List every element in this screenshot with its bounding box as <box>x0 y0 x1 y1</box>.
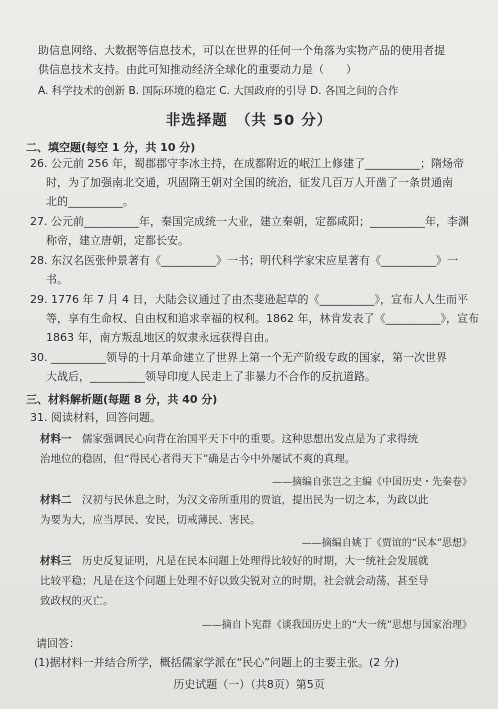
q26-line1: 26. 公元前 256 年，蜀郡郡守李冰主持，在成都附近的岷江上修建了__________；隋炀帝 <box>30 157 464 170</box>
material-3-line3: 致政权的灭亡。 <box>40 595 114 607</box>
material-3-text1: 历史反复证明，凡是在民本问题上处理得比较好的时期，大一统社会发展就 <box>71 555 429 567</box>
q28-line1: 28. 东汉名医张仲景著有《__________》一书；明代科学家宋应星著有《__________》一 <box>30 254 458 267</box>
answer-prompt: 请回答： <box>36 637 80 650</box>
part3-heading: 三、材料解析题(每题 8 分，共 40 分) <box>26 393 218 406</box>
material-2-label: 材料二 <box>40 494 72 506</box>
material-2-line2: 为要为大，应当厚民、安民，切戒薄民、害民。 <box>40 514 261 526</box>
q29-line3: 1863 年，南方叛乱地区的奴隶永远获得自由。 <box>46 331 276 344</box>
material-3-line2: 比较平稳；凡是在这个问题上处理不好以致尖锐对立的时期，社会就会动荡，甚至导 <box>40 575 429 587</box>
q27-line2: 称帝，建立唐朝，定都长安。 <box>46 234 189 247</box>
q30-line1: 30. __________领导的十月革命建立了世界上第一个无产阶级专政的国家，第一次世界 <box>30 351 447 364</box>
q30-line2: 大战后，__________领导印度人民走上了非暴力不合作的反抗道路。 <box>46 370 376 383</box>
q26-line3: 北的__________。 <box>46 195 134 208</box>
q28-line2: 书。 <box>46 273 68 286</box>
material-1-line1 <box>40 432 494 446</box>
material-3-source: ——摘自卜宪群《谈我国历史上的“大一统”思想与国家治理》 <box>201 620 472 631</box>
q26-line2: 时，为了加强南北交通，巩固隋王朝对全国的统治，征发几百万人开凿了一条贯通南 <box>46 176 453 189</box>
material-1-line2: 治地位的稳固，但“得民心者得天下”确是古今中外屡试不爽的真理。 <box>40 453 356 465</box>
material-1-source: ——摘编自张岂之主编《中国历史・先秦卷》 <box>272 477 472 488</box>
q31-intro: 31. 阅读材料，回答问题。 <box>30 411 161 424</box>
q27-line1: 27. 公元前__________年，秦国完成统一大业，建立秦朝，定都咸阳；__________年，李渊 <box>30 215 469 228</box>
page-footer: 历史试题（一）（共8页）第5页 <box>173 678 325 691</box>
q20-line1: 助信息网络、大数据等信息技术，可以在世界的任何一个角落为实物产品的使用者提 <box>38 44 445 57</box>
q20-options: A. 科学技术的创新 B. 国际环境的稳定 C. 大国政府的引导 D. 各国之间的合作 <box>38 85 399 97</box>
q29-line2: 等，享有生命权、自由权和追求幸福的权利。1862 年，林肯发表了《__________》，宣布 <box>46 312 479 325</box>
material-3-label: 材料三 <box>40 555 72 567</box>
material-1-label: 材料一 <box>40 433 72 445</box>
q29-line1: 29. 1776 年 7 月 4 日，大陆会议通过了由杰斐逊起草的《__________》，宣布人人生而平 <box>30 293 468 306</box>
material-2-line1 <box>40 493 494 507</box>
part2-heading: 二、填空题(每空 1 分，共 10 分) <box>26 141 196 154</box>
material-2-text1: 汉初与民休息之时，为汉文帝所重用的贾谊，提出民为一切之本，为政以此 <box>71 494 429 506</box>
q20-line2: 供信息技术支持。由此可知推动经济全球化的重要动力是（ ） <box>38 63 357 76</box>
section-title: 非选择题 （共 50 分） <box>165 113 333 129</box>
sub-question-1: (1)据材料一并结合所学，概括儒家学派在“民心”问题上的主要主张。(2 分) <box>34 656 400 669</box>
material-3-line1 <box>40 554 494 568</box>
material-1-text1: 儒家强调民心向背在治国平天下中的重要。这种思想出发点是为了求得统 <box>71 433 418 445</box>
material-2-source: ——摘编自姚丁《贾谊的“民本”思想》 <box>301 538 472 549</box>
